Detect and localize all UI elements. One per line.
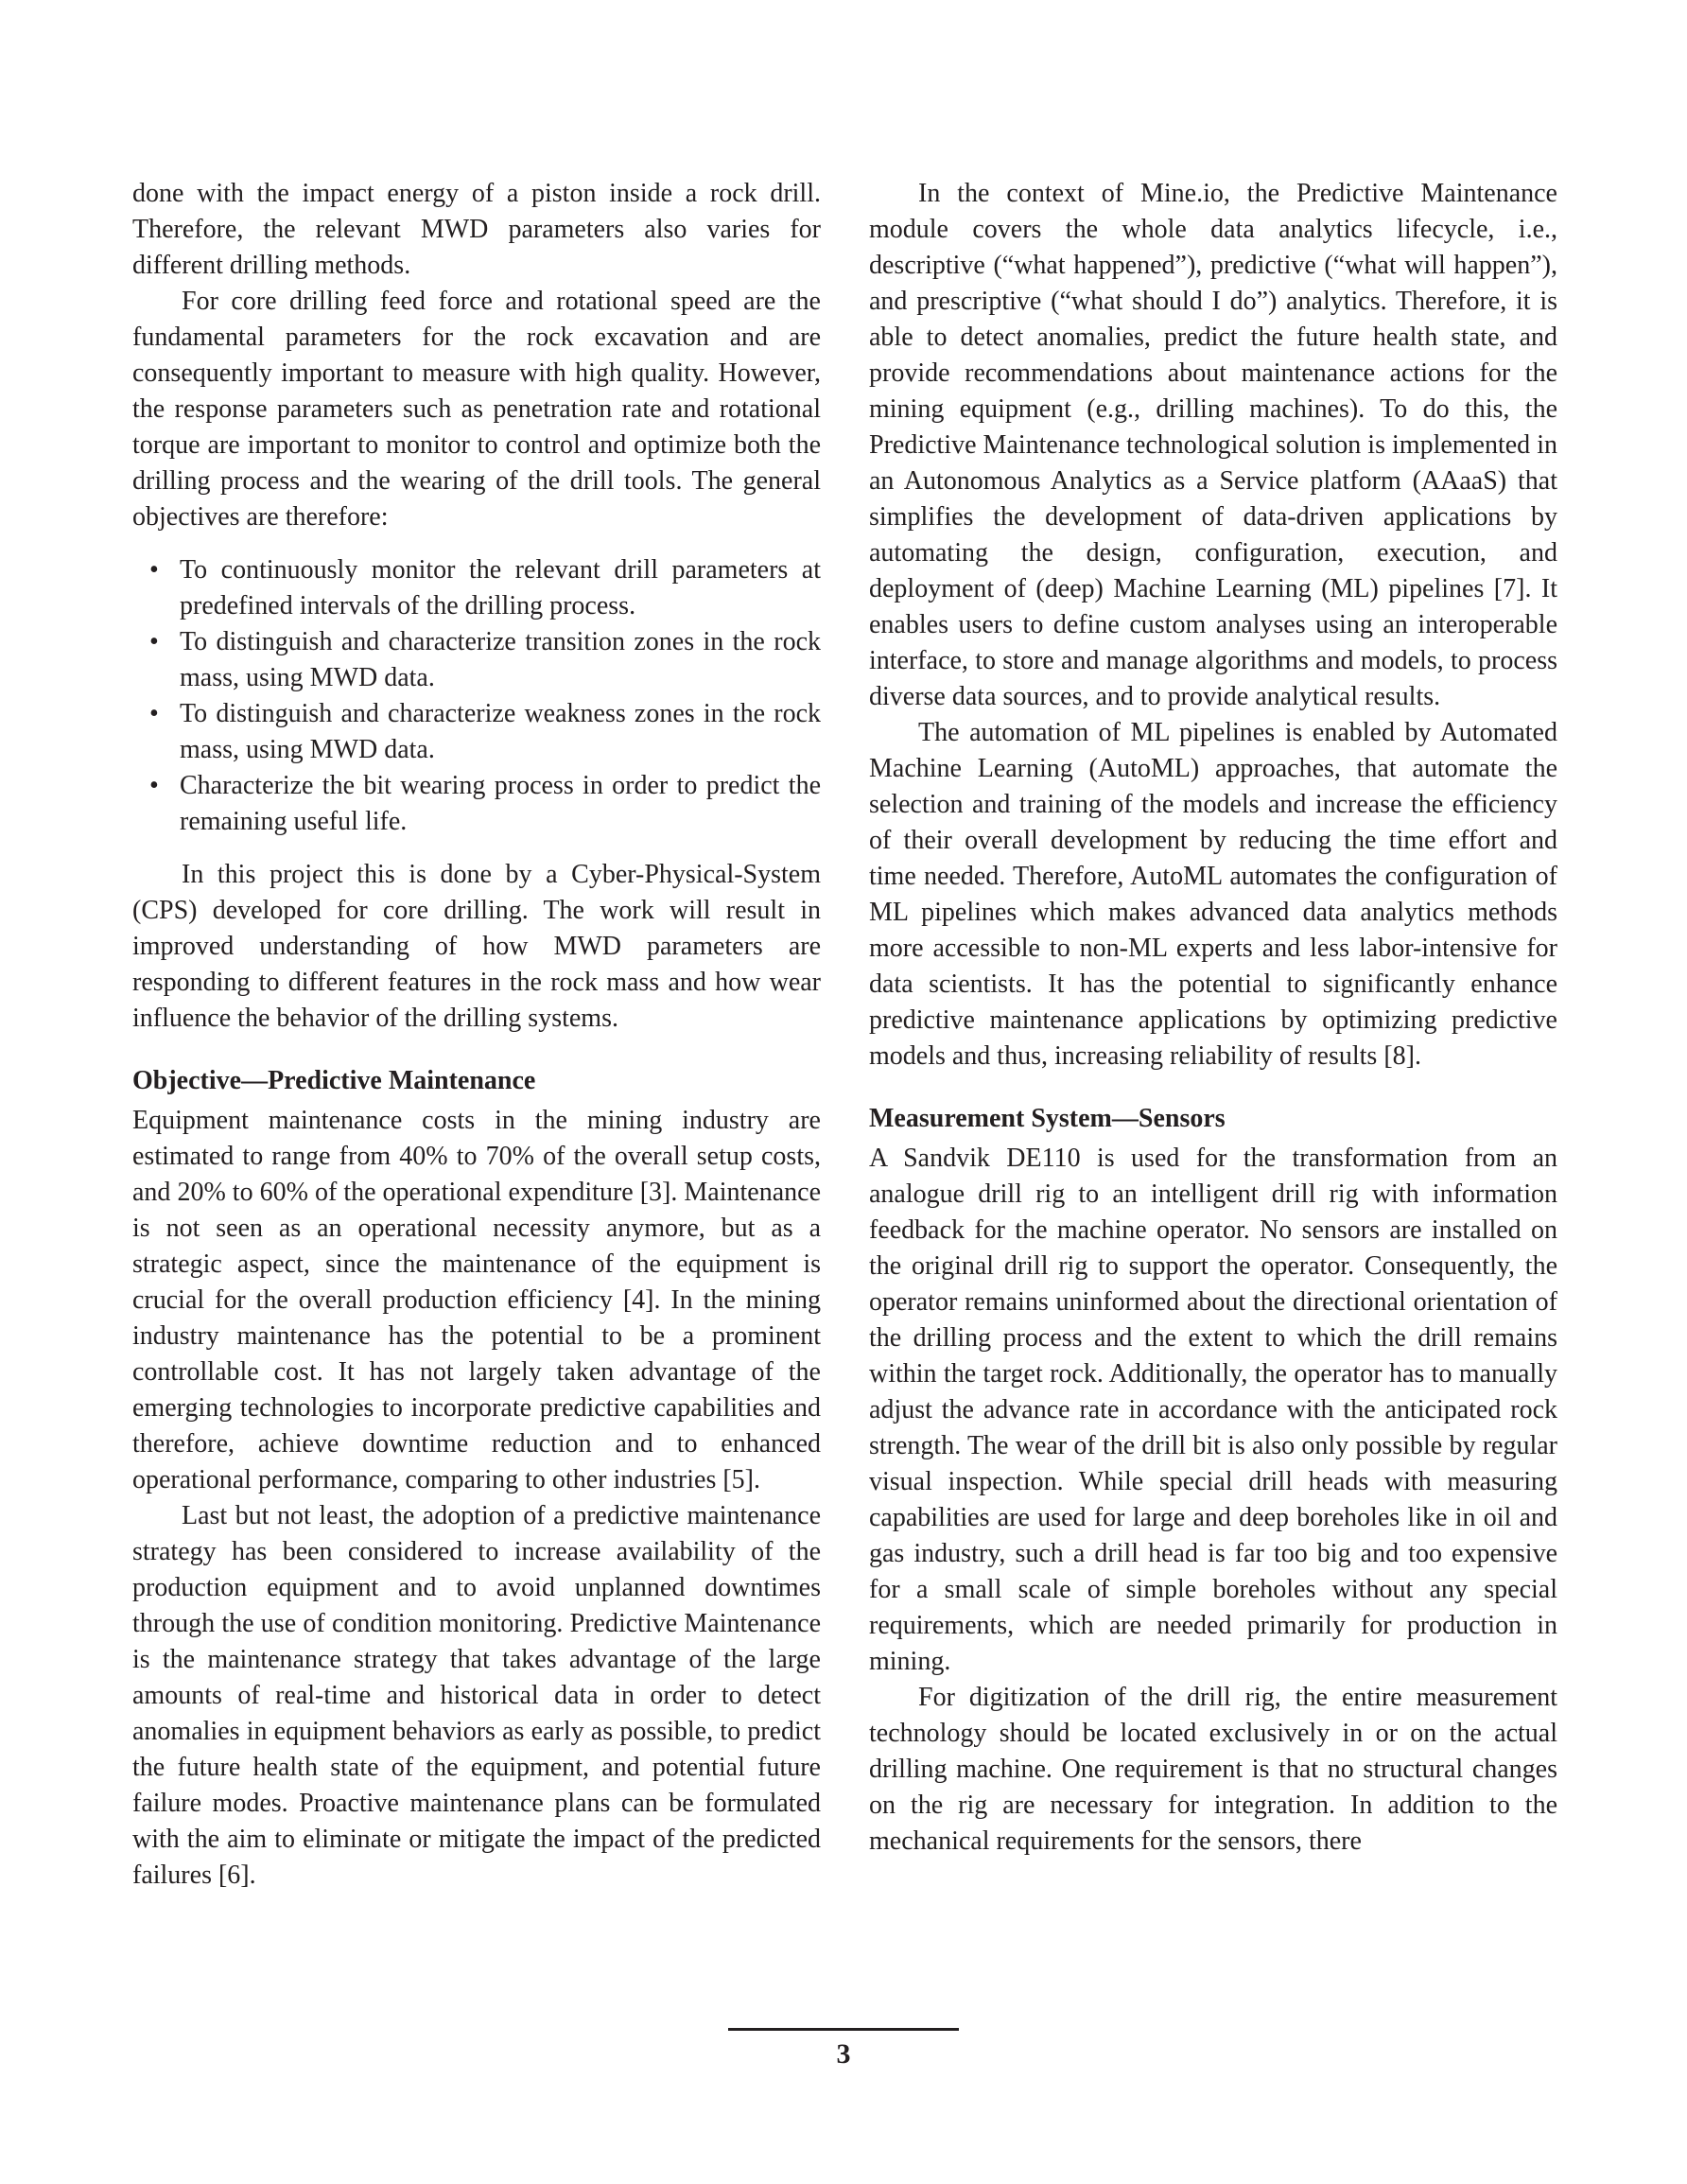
objectives-list — [132, 552, 821, 840]
right-column — [869, 176, 1557, 1860]
list-item: • To distinguish and characterize weakness zones in the rock mass, using MWD data. — [180, 696, 821, 768]
paragraph: Last but not least, the adoption of a predictive maintenance strategy has been considered to increase availability of the production equipment and to avoid unplanned downtimes through the use of condition monitoring. Predictive Maintenance is the maintenance strategy that takes advantage of the large amounts of real-time and historical data in order to detect anomalies in equipment behaviors as early as possible, to predict the future health state of the equipment, and potential future failure modes. Proactive maintenance plans can be formulated with the aim to eliminate or mitigate the impact of the predicted failures [6]. — [132, 1501, 821, 1890]
paragraph: Equipment maintenance costs in the mining industry are estimated to range from 40% to 70% of the overall setup costs, and 20% to 60% of the operational expenditure [3]. Maintenance is not seen as an operational necessity anymore, but as a strategic aspect, since the maintenance of the equipment is crucial for the overall production efficiency [4]. In the mining industry maintenance has the potential to be a prominent controllable cost. It has not largely taken advantage of the emerging technologies to incorporate predictive capabilities and therefore, achieve downtime reduction and to enhanced operational performance, comparing to other industries [5]. — [132, 1106, 821, 1494]
footer-rule — [728, 2028, 959, 2031]
list-item: • To distinguish and characterize transition zones in the rock mass, using MWD data. — [180, 624, 821, 696]
paragraph: For digitization of the drill rig, the entire measurement technology should be located exclusively in or on the actual drilling machine. One requirement is that no structural changes on the rig are necessary for integration. In addition to the mechanical requirements for the sensors, there — [869, 1683, 1557, 1856]
paragraph: done with the impact energy of a piston inside a rock drill. Therefore, the relevant MWD parameters also varies for different drilling methods. — [132, 179, 821, 280]
paragraph: In the context of Mine.io, the Predictive Maintenance module covers the whole data analytics lifecycle, i.e., descriptive (“what happened”), predictive (“what will happen”), and prescriptive (“what should I do”) analytics. Therefore, it is able to detect anomalies, predict the future health state, and provide recommendations about maintenance actions for the mining equipment (e.g., drilling machines). To do this, the Predictive Maintenance technological solution is implemented in an Autonomous Analytics as a Service platform (AAaaS) that simplifies the development of data-driven applications by automating the design, configuration, execution, and deployment of (deep) Machine Learning (ML) pipelines [7]. It enables users to define custom analyses using an interoperable interface, to store and manage algorithms and models, to process diverse data sources, and to provide analytical results. — [869, 179, 1557, 711]
left-column — [132, 176, 821, 1894]
paragraph: In this project this is done by a Cyber-Physical-System (CPS) developed for core drilling. The work will result in improved understanding of how MWD parameters are responding to different features in the rock mass and how wear influence the behavior of the drilling systems. — [132, 860, 821, 1033]
page-number: 3 — [836, 2038, 851, 2070]
list-item: • Characterize the bit wearing process in order to predict the remaining useful life. — [180, 768, 821, 840]
section-heading: Measurement System—Sensors — [869, 1104, 1226, 1133]
paragraph: For core drilling feed force and rotational speed are the fundamental parameters for the rock excavation and are consequently important to measure with high quality. However, the response parameters such as penetration rate and rotational torque are important to monitor to control and optimize both the drilling process and the wearing of the drill tools. The general objectives are therefore: — [132, 287, 821, 532]
list-item: • To continuously monitor the relevant drill parameters at predefined intervals of the drilling process. — [180, 552, 821, 624]
paragraph: A Sandvik DE110 is used for the transformation from an analogue drill rig to an intelligent drill rig with information feedback for the machine operator. No sensors are installed on the original drill rig to support the operator. Consequently, the operator remains uninformed about the directional orientation of the drilling process and the extent to which the drill remains within the target rock. Additionally, the operator has to manually adjust the advance rate in accordance with the anticipated rock strength. The wear of the drill bit is also only possible by regular visual inspection. While special drill heads with measuring capabilities are used for large and deep boreholes like in oil and gas industry, such a drill head is far too big and too expensive for a small scale of simple boreholes without any special requirements, which are needed primarily for production in mining. — [869, 1144, 1557, 1676]
section-heading: Objective—Predictive Maintenance — [132, 1066, 536, 1095]
paragraph: The automation of ML pipelines is enabled by Automated Machine Learning (AutoML) approaches, that automate the selection and training of the models and increase the efficiency of their overall development by reducing the time effort and time needed. Therefore, AutoML automates the configuration of ML pipelines which makes advanced data analytics methods more accessible to non-ML experts and less labor-intensive for data scientists. It has the potential to significantly enhance predictive maintenance applications by optimizing predictive models and thus, increasing reliability of results [8]. — [869, 718, 1557, 1071]
